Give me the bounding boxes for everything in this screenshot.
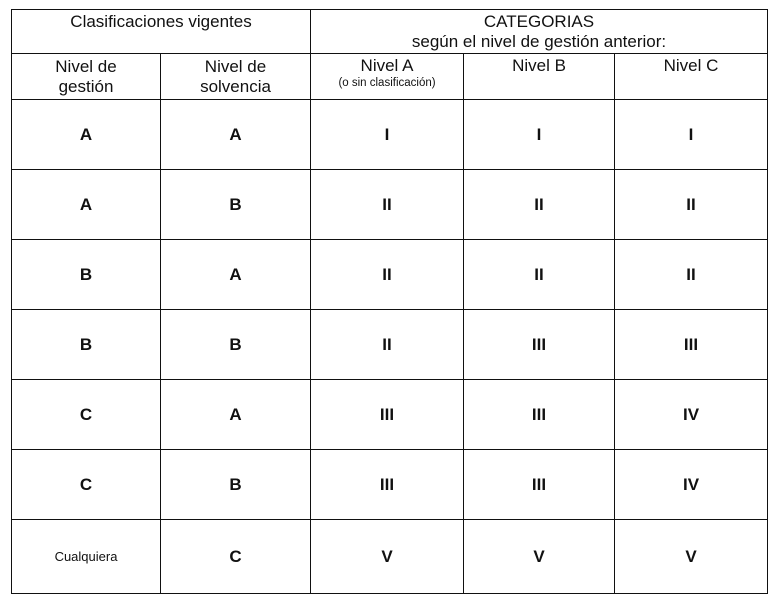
cell-solvencia: B [161, 170, 311, 240]
cell-nivel-b: II [464, 240, 615, 310]
cell-gestion: B [12, 310, 161, 380]
classification-table [11, 9, 768, 594]
cell-solvencia: A [161, 100, 311, 170]
table-row [12, 170, 768, 240]
cell-nivel-c: II [615, 240, 768, 310]
col-header-nivel-c: Nivel C [615, 54, 768, 100]
cell-nivel-b: III [464, 310, 615, 380]
col-header-gestion-line1: Nivel de [55, 56, 117, 76]
cell-gestion: Cualquiera [12, 520, 161, 594]
cell-gestion: C [12, 450, 161, 520]
cell-nivel-a: I [311, 100, 464, 170]
clasificaciones-header: Clasificaciones vigentes [12, 10, 311, 54]
header-row-2 [12, 54, 768, 100]
col-header-gestion [12, 54, 161, 100]
col-header-solvencia-line2: solvencia [200, 76, 271, 96]
col-header-solvencia [161, 54, 311, 100]
table-row [12, 520, 768, 594]
cell-nivel-a: V [311, 520, 464, 594]
cell-nivel-b: V [464, 520, 615, 594]
table-row [12, 100, 768, 170]
cell-nivel-c: II [615, 170, 768, 240]
cell-solvencia: B [161, 310, 311, 380]
cell-nivel-c: I [615, 100, 768, 170]
cell-nivel-c: III [615, 310, 768, 380]
categorias-subtitle: según el nivel de gestión anterior: [411, 31, 667, 51]
col-header-nivel-b: Nivel B [464, 54, 615, 100]
categorias-title: CATEGORIAS [483, 11, 595, 31]
cell-nivel-a: II [311, 240, 464, 310]
cell-nivel-c: IV [615, 450, 768, 520]
cell-solvencia: C [161, 520, 311, 594]
table-row [12, 240, 768, 310]
table-row [12, 380, 768, 450]
table-row [12, 310, 768, 380]
header-row-1 [12, 10, 768, 54]
cell-nivel-b: III [464, 450, 615, 520]
cell-nivel-a: III [311, 380, 464, 450]
cell-gestion: B [12, 240, 161, 310]
cell-nivel-c: V [615, 520, 768, 594]
col-header-gestion-line2: gestión [58, 76, 114, 96]
col-header-nivel-a-sub: (o sin clasificación) [338, 77, 436, 89]
categorias-header [311, 10, 768, 54]
cell-nivel-b: I [464, 100, 615, 170]
cell-nivel-a: II [311, 310, 464, 380]
cell-gestion: A [12, 100, 161, 170]
col-header-nivel-a [311, 54, 464, 100]
cell-solvencia: A [161, 240, 311, 310]
col-header-nivel-a-label: Nivel A [360, 56, 414, 75]
cell-gestion: C [12, 380, 161, 450]
cell-solvencia: B [161, 450, 311, 520]
cell-nivel-a: II [311, 170, 464, 240]
cell-nivel-b: III [464, 380, 615, 450]
cell-solvencia: A [161, 380, 311, 450]
table-row [12, 450, 768, 520]
cell-nivel-b: II [464, 170, 615, 240]
cell-nivel-c: IV [615, 380, 768, 450]
cell-gestion: A [12, 170, 161, 240]
col-header-solvencia-line1: Nivel de [204, 56, 267, 76]
cell-nivel-a: III [311, 450, 464, 520]
